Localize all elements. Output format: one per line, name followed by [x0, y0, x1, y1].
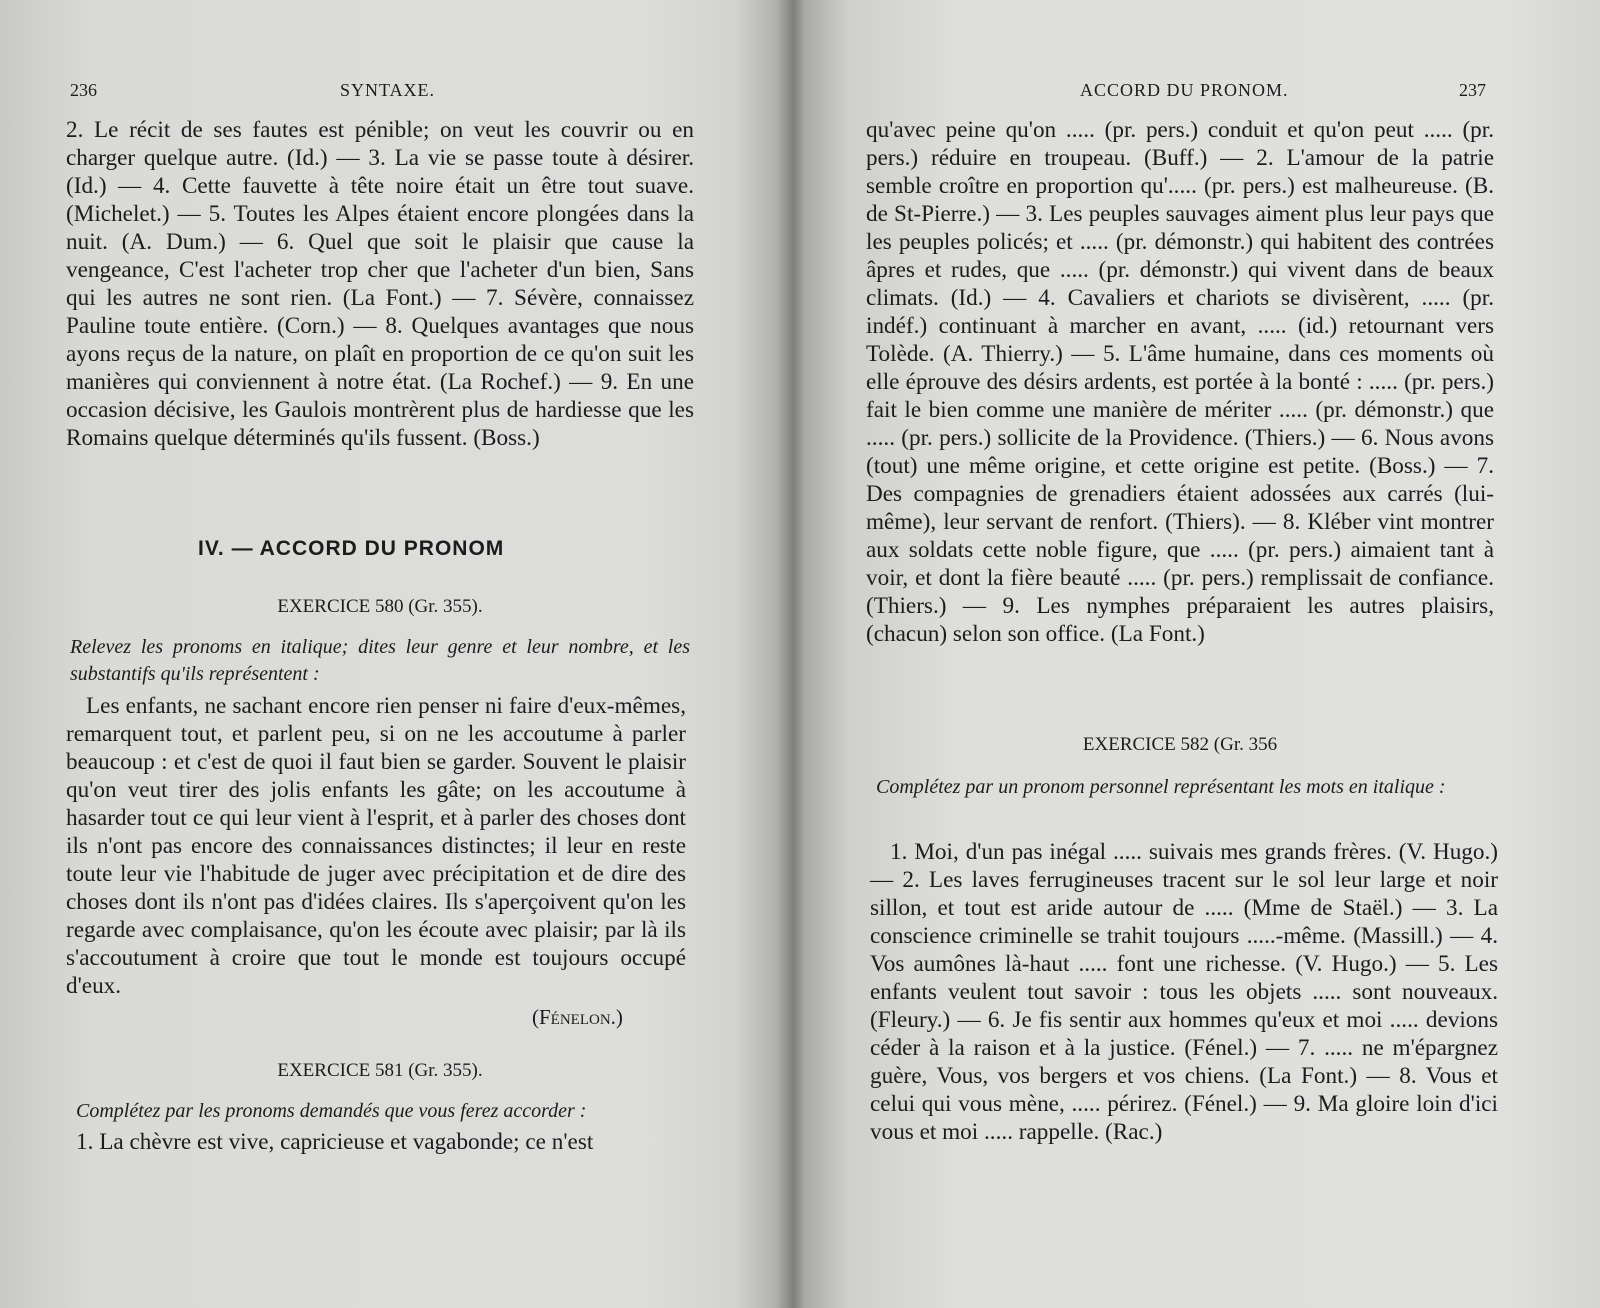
exercise-582-text: 1. Moi, d'un pas inégal ..... suivais mes grands frères. (V. Hugo.) — 2. Les laves ferrugineuses tracent sur le sol leur large et noir sillon, et tout est aride autour de ..... (Mme de Staël.) — 3. La conscience criminelle se trahit toujours .....-même. (Massill.) — 4. Vos aumônes là-haut ..... font une richesse. (V. Hugo.) — 5. Les enfants veulent tout savoir : tous les objets ..... sont nouveaux. (Fleury.) — 6. Je fis sentir aux hommes qu'eux et moi ..... devions céder à la raison et à la justice. (Fénel.) — 7. ..... ne m'épargnez guère, Vous, vos bergers et vos chiens. (La Font.) — 8. Vous et celui qui vous mène, ..... périrez. (Fénel.) — 9. Ma gloire loin d'ici vous et moi ..... rappelle. (Rac.)	[870, 839, 1498, 1145]
exercise-582-title: EXERCICE 582 (Gr. 356	[1082, 734, 1278, 755]
running-head: SYNTAXE.	[340, 80, 436, 100]
left-page	[0, 0, 790, 1308]
right-page	[800, 0, 1600, 1308]
page-number: 237	[1459, 80, 1486, 100]
exercise-582-instruction: Complétez par un pronom personnel représentant les mots en italique :	[876, 776, 1446, 798]
exercise-581-instruction: Complétez par les pronoms demandés que vous ferez accorder :	[76, 1100, 587, 1122]
exercise-581-continued: qu'avec peine qu'on ..... (pr. pers.) conduit et qu'on peut ..... (pr. pers.) réduire en troupeau. (Buff.) — 2. L'amour de la patrie semble croître en proportion qu'..... (pr. pers.) est malheureuse. (B. de St-Pierre.) — 3. Les peuples sauvages aiment plus leur pays que les peuples policés; et ..... (pr. démonstr.) qui habitent des contrées âpres et rudes, que ..... (pr. démonstr.) qui vivent dans de beaux climats. (Id.) — 4. Cavaliers et chariots se divisèrent, ..... (pr. indéf.) continuant à marcher en avant, ..... (id.) retournant vers Tolède. (A. Thierry.) — 5. L'âme humaine, dans ces moments où elle éprouve des désirs ardents, est portée à la bonté : ..... (pr. pers.) fait le bien comme une manière de mériter ..... (pr. démonstr.) que ..... (pr. pers.) sollicite de la Providence. (Thiers.) — 6. Nous avons (tout) une même origine, et cette origine est petite. (Boss.) — 7. Des compagnies de grenadiers étaient adossées aux carrés (lui-même), leur servant de renfort. (Thiers). — 8. Kléber vint montrer aux soldats cette noble figure, que ..... (pr. pers.) aimaient tant à voir, et dont la fière beauté ..... (pr. pers.) remplissait de confiance. (Thiers.) — 9. Les nymphes préparaient les autres plaisirs, (chacun) selon son office. (La Font.)	[866, 117, 1494, 647]
exercise-581-start: 1. La chèvre est vive, capricieuse et vagabonde; ce n'est	[76, 1129, 594, 1155]
running-head: ACCORD DU PRONOM.	[1080, 80, 1289, 100]
section-title: IV. — ACCORD DU PRONOM	[198, 537, 505, 560]
exercise-580-text: Les enfants, ne sachant encore rien penser ni faire d'eux-mêmes, remarquent tout, et parlent peu, si on ne les accoutume à parler beaucoup : et c'est de quoi il faut bien se garder. Souvent le plaisir qu'on veut tirer des jolis enfants les gâte; on les accoutume à hasarder tout ce qui leur vient à l'esprit, et à parler des choses dont ils n'ont pas encore des connaissances distinctes; il leur en reste toute leur vie l'habitude de juger avec précipitation et de dire des choses dont ils n'ont pas d'idées claires. Ils s'aperçoivent qu'on les regarde avec complaisance, qu'on les écoute avec plaisir; par là ils s'accoutument à croire que tout le monde est toujours occupé d'eux.	[66, 693, 686, 999]
page-number: 236	[70, 80, 97, 100]
exercise-581-title: EXERCICE 581 (Gr. 355).	[277, 1060, 483, 1081]
exercise-580-title: EXERCICE 580 (Gr. 355).	[277, 596, 483, 617]
continued-exercise-text: 2. Le récit de ses fautes est pénible; on veut les couvrir ou en charger quelque autre. (Id.) — 3. La vie se passe toute à désirer. (Id.) — 4. Cette fauvette à tête noire était un être tout suave. (Michelet.) — 5. Toutes les Alpes étaient encore plongées dans la nuit. (A. Dum.) — 6. Quel que soit le plaisir que cause la vengeance, C'est l'acheter trop cher que l'acheter d'un bien, Sans qui les autres ne sont rien. (La Font.) — 7. Sévère, connaissez Pauline toute entière. (Corn.) — 8. Quelques avantages que nous ayons reçus de la nature, on plaît en proportion de ce qu'on suit les manières qui conviennent à notre état. (La Rochef.) — 9. En une occasion décisive, les Gaulois montrèrent plus de hardiesse que les Romains quelque déterminés qu'ils fussent. (Boss.)	[66, 117, 694, 451]
exercise-580-attribution: (Fénelon.)	[532, 1005, 623, 1029]
exercise-580-instruction: Relevez les pronoms en italique; dites leur genre et leur nombre, et les substantifs qu'ils représentent :	[70, 636, 690, 685]
